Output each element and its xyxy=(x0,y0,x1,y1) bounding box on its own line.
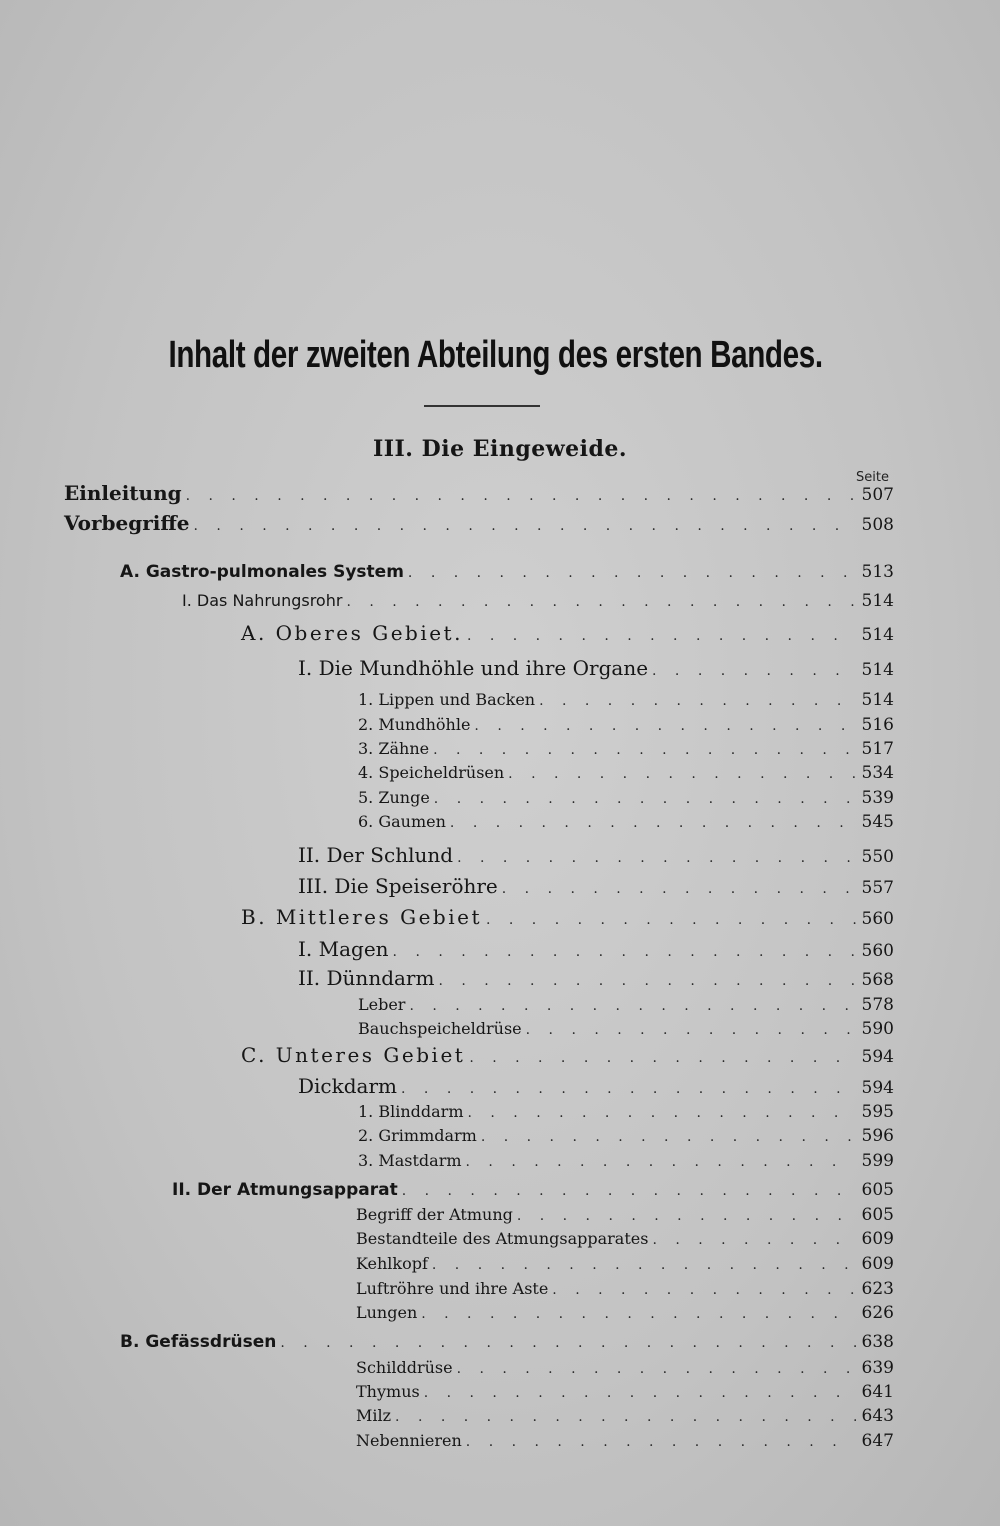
toc-entry-page: 516 xyxy=(861,715,894,735)
toc-entry-label: 5. Zunge xyxy=(358,788,430,807)
toc-entry-label: 2. Mundhöhle xyxy=(358,715,471,734)
dot-leader xyxy=(393,944,856,960)
toc-entry xyxy=(356,1431,894,1451)
toc-entry-page: 514 xyxy=(861,660,894,680)
toc-entry xyxy=(358,1151,894,1171)
toc-entry-page: 539 xyxy=(861,788,894,808)
toc-entry xyxy=(356,1254,894,1274)
toc-entry xyxy=(356,1205,894,1225)
dot-leader xyxy=(438,973,856,989)
toc-entry-label: I. Die Mundhöhle und ihre Organe xyxy=(298,656,649,680)
toc-entry-page: 609 xyxy=(861,1229,894,1249)
dot-leader xyxy=(432,1257,856,1273)
toc-entry xyxy=(356,1382,894,1402)
toc-entry-page: 647 xyxy=(861,1431,894,1451)
toc-entry-page: 605 xyxy=(861,1205,894,1225)
toc-entry-page: 590 xyxy=(861,1019,894,1039)
toc-entry xyxy=(120,1332,894,1352)
toc-entry-label: III. Die Speiseröhre xyxy=(298,874,498,898)
toc-entry-label: 6. Gaumen xyxy=(358,812,446,831)
toc-entry-page: 596 xyxy=(861,1126,894,1146)
dot-leader xyxy=(408,565,856,581)
dot-leader xyxy=(539,693,856,709)
toc-entry-page: 639 xyxy=(861,1358,894,1378)
dot-leader xyxy=(457,850,856,866)
dot-leader xyxy=(467,628,856,644)
toc-entry xyxy=(358,763,894,783)
toc-entry-label: 3. Mastdarm xyxy=(358,1151,462,1170)
toc-entry-label: II. Der Schlund xyxy=(298,843,454,867)
toc-entry-page: 594 xyxy=(861,1078,894,1098)
dot-leader xyxy=(474,718,856,734)
toc-entry-page: 568 xyxy=(861,970,894,990)
dot-leader xyxy=(194,518,856,534)
dot-leader xyxy=(401,1081,856,1097)
toc-entry xyxy=(241,905,894,929)
toc-entry xyxy=(358,690,894,710)
dot-leader xyxy=(433,742,856,758)
toc-entry-page: 517 xyxy=(861,739,894,759)
dot-leader xyxy=(434,791,856,807)
toc-entry-label: II. Der Atmungsapparat xyxy=(172,1180,398,1200)
toc-entry-page: 560 xyxy=(861,909,894,929)
toc-entry-page: 507 xyxy=(861,485,894,505)
toc-entry-page: 643 xyxy=(861,1406,894,1426)
toc-entry-page: 626 xyxy=(861,1303,894,1323)
dot-leader xyxy=(469,1050,856,1066)
dot-leader xyxy=(468,1105,857,1121)
toc-entry xyxy=(356,1358,894,1378)
toc-entry-label: B. Mittleres Gebiet xyxy=(241,905,482,929)
dot-leader xyxy=(402,1183,856,1199)
toc-entry xyxy=(358,788,894,808)
toc-entry xyxy=(356,1406,894,1426)
toc-entry xyxy=(358,812,894,832)
toc-entry-page: 599 xyxy=(861,1151,894,1171)
toc-entry-page: 595 xyxy=(861,1102,894,1122)
toc-entry-label: B. Gefässdrüsen xyxy=(120,1332,277,1352)
toc-entry-label: Schilddrüse xyxy=(356,1358,453,1377)
toc-entry xyxy=(356,1279,894,1299)
toc-entry xyxy=(358,995,894,1015)
toc-entry xyxy=(172,1180,894,1200)
toc-entry-page: 638 xyxy=(861,1332,894,1352)
toc-entry xyxy=(356,1303,894,1323)
toc-entry-page: 514 xyxy=(861,690,894,710)
dot-leader xyxy=(395,1409,856,1425)
toc-entry xyxy=(298,656,894,680)
toc-entry-label: A. Gastro-pulmonales System xyxy=(120,562,404,582)
toc-entry xyxy=(298,937,894,961)
toc-entry-label: II. Dünndarm xyxy=(298,966,435,990)
dot-leader xyxy=(466,1154,856,1170)
toc-entry-label: Lungen xyxy=(356,1303,418,1322)
toc-entry xyxy=(358,739,894,759)
toc-entry xyxy=(241,1043,894,1067)
toc-entry-label: Leber xyxy=(358,995,406,1014)
toc-entry-label: Bauchspeicheldrüse xyxy=(358,1019,522,1038)
toc-entry xyxy=(120,562,894,582)
toc-entry xyxy=(356,1229,894,1249)
section-heading: III. Die Eingeweide. xyxy=(372,436,628,462)
toc-entry-page: 557 xyxy=(861,878,894,898)
toc-entry xyxy=(358,715,894,735)
toc-entry-page: 550 xyxy=(861,847,894,867)
toc-entry-label: I. Magen xyxy=(298,937,389,961)
toc-entry-label: Dickdarm xyxy=(298,1074,398,1098)
dot-leader xyxy=(424,1385,856,1401)
toc-entry-label: I. Das Nahrungsrohr xyxy=(182,591,343,610)
toc-entry-label: 1. Blinddarm xyxy=(358,1102,464,1121)
toc-entry-label: Vorbegriffe xyxy=(64,511,190,535)
dot-leader xyxy=(409,998,856,1014)
toc-entry-page: 514 xyxy=(861,625,894,645)
toc-entry-label: Thymus xyxy=(356,1382,420,1401)
dot-leader xyxy=(486,912,856,928)
dot-leader xyxy=(450,815,856,831)
toc-entry xyxy=(358,1019,894,1039)
dot-leader xyxy=(481,1129,856,1145)
toc-entry-page: 641 xyxy=(861,1382,894,1402)
toc-entry xyxy=(182,591,894,611)
dot-leader xyxy=(186,488,856,504)
toc-entry xyxy=(298,1074,894,1098)
dot-leader xyxy=(652,1232,856,1248)
toc-entry-label: Milz xyxy=(356,1406,392,1425)
toc-entry-label: Luftröhre und ihre Aste xyxy=(356,1279,549,1298)
toc-entry-label: Nebennieren xyxy=(356,1431,462,1450)
page-column-label: Seite xyxy=(856,470,889,485)
toc-entry-label: Einleitung xyxy=(64,481,182,505)
toc-entry-page: 534 xyxy=(861,763,894,783)
toc-entry-label: A. Oberes Gebiet. xyxy=(241,621,463,645)
dot-leader xyxy=(508,766,856,782)
dot-leader xyxy=(517,1208,856,1224)
toc-entry-label: Begriff der Atmung xyxy=(356,1205,513,1224)
toc-entry-label: Kehlkopf xyxy=(356,1254,428,1273)
dot-leader xyxy=(280,1335,856,1351)
toc-entry-label: 2. Grimmdarm xyxy=(358,1126,477,1145)
dot-leader xyxy=(421,1306,856,1322)
dot-leader xyxy=(457,1361,856,1377)
toc-entry-page: 508 xyxy=(861,515,894,535)
toc-entry xyxy=(298,874,894,898)
toc-entry xyxy=(64,481,894,505)
toc-entry xyxy=(358,1126,894,1146)
toc-entry-label: 1. Lippen und Backen xyxy=(358,690,536,709)
toc-entry-page: 594 xyxy=(861,1047,894,1067)
toc-entry-page: 545 xyxy=(861,812,894,832)
toc-entry xyxy=(298,843,894,867)
toc-entry xyxy=(241,621,894,645)
toc-entry xyxy=(358,1102,894,1122)
dot-leader xyxy=(552,1282,856,1298)
page-title: Inhalt der zweiten Abteilung des ersten Bandes. xyxy=(168,334,823,376)
toc-entry-page: 578 xyxy=(861,995,894,1015)
toc-entry-label: C. Unteres Gebiet xyxy=(241,1043,466,1067)
dot-leader xyxy=(652,663,856,679)
toc-entry-page: 609 xyxy=(861,1254,894,1274)
toc-entry-page: 560 xyxy=(861,941,894,961)
dot-leader xyxy=(346,594,856,610)
toc-entry-label: 3. Zähne xyxy=(358,739,430,758)
toc-entry-page: 605 xyxy=(861,1180,894,1200)
toc-entry-page: 623 xyxy=(861,1279,894,1299)
toc-entry-label: Bestandteile des Atmungsapparates xyxy=(356,1229,649,1248)
toc-entry-page: 513 xyxy=(861,562,894,582)
toc-entry xyxy=(64,511,894,535)
toc-entry-page: 514 xyxy=(861,591,894,611)
toc-entry xyxy=(298,966,894,990)
dot-leader xyxy=(526,1022,856,1038)
toc-entry-label: 4. Speicheldrüsen xyxy=(358,763,505,782)
dot-leader xyxy=(466,1434,856,1450)
dot-leader xyxy=(502,881,856,897)
